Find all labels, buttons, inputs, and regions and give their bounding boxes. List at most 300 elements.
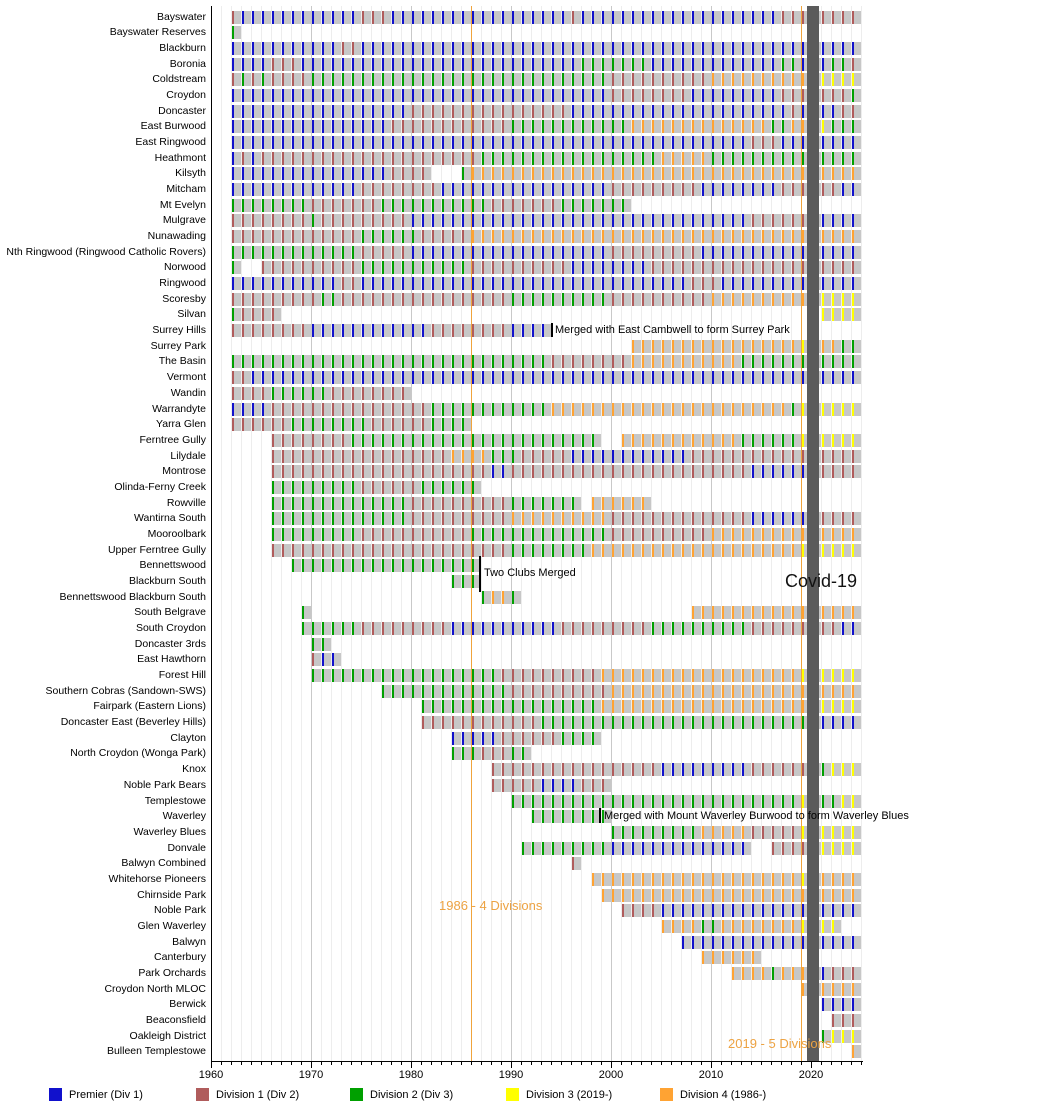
year-cell <box>412 105 421 118</box>
year-cell <box>832 889 841 902</box>
year-cell <box>322 199 331 212</box>
year-cell <box>672 669 681 682</box>
year-cell <box>482 73 491 86</box>
year-cell <box>582 465 591 478</box>
year-cell <box>602 685 611 698</box>
year-cell <box>792 700 801 713</box>
year-cell <box>472 261 481 274</box>
year-cell <box>292 89 301 102</box>
year-cell <box>342 622 351 635</box>
year-cell <box>472 497 481 510</box>
year-cell <box>852 998 861 1011</box>
year-cell <box>632 293 641 306</box>
year-cell <box>602 293 611 306</box>
year-cell <box>442 669 451 682</box>
year-cell <box>612 889 621 902</box>
club-label: Olinda-Ferny Creek <box>114 480 206 493</box>
year-cell <box>672 622 681 635</box>
year-cell <box>542 152 551 165</box>
year-cell <box>532 261 541 274</box>
year-cell <box>492 152 501 165</box>
year-cell <box>412 183 421 196</box>
year-cell <box>232 89 241 102</box>
year-cell <box>262 308 271 321</box>
club-label: Blackburn <box>159 41 206 54</box>
year-cell <box>622 120 631 133</box>
year-cell <box>542 167 551 180</box>
year-cell <box>512 685 521 698</box>
year-cell <box>602 355 611 368</box>
year-cell <box>562 246 571 259</box>
year-cell <box>852 606 861 619</box>
club-label: Lilydale <box>170 449 206 462</box>
year-cell <box>742 277 751 290</box>
year-cell <box>322 355 331 368</box>
year-cell <box>552 732 561 745</box>
year-cell <box>752 936 761 949</box>
year-cell <box>502 183 511 196</box>
year-cell <box>242 120 251 133</box>
year-cell <box>752 261 761 274</box>
year-cell <box>752 669 761 682</box>
year-cell <box>272 199 281 212</box>
year-cell <box>242 324 251 337</box>
year-cell <box>722 89 731 102</box>
year-cell <box>572 622 581 635</box>
year-cell <box>642 136 651 149</box>
legend-label: Premier (Div 1) <box>69 1089 143 1101</box>
year-cell <box>422 136 431 149</box>
year-cell <box>272 167 281 180</box>
year-cell <box>762 544 771 557</box>
year-cell <box>502 89 511 102</box>
year-cell <box>232 73 241 86</box>
year-cell <box>852 403 861 416</box>
year-cell <box>602 89 611 102</box>
year-cell <box>542 842 551 855</box>
year-cell <box>782 936 791 949</box>
year-cell <box>292 387 301 400</box>
year-cell <box>602 167 611 180</box>
year-cell <box>292 246 301 259</box>
year-cell <box>512 167 521 180</box>
year-cell <box>412 152 421 165</box>
year-cell <box>772 167 781 180</box>
year-cell <box>512 246 521 259</box>
year-cell <box>682 105 691 118</box>
year-cell <box>572 152 581 165</box>
year-cell <box>312 559 321 572</box>
year-cell <box>692 669 701 682</box>
year-cell <box>472 230 481 243</box>
year-cell <box>702 512 711 525</box>
year-cell <box>462 42 471 55</box>
year-cell <box>722 465 731 478</box>
year-cell <box>352 387 361 400</box>
year-cell <box>682 873 691 886</box>
year-cell <box>452 11 461 24</box>
year-cell <box>422 230 431 243</box>
year-cell <box>662 277 671 290</box>
year-cell <box>782 450 791 463</box>
year-cell <box>712 152 721 165</box>
year-cell <box>712 293 721 306</box>
year-cell <box>642 826 651 839</box>
year-cell <box>572 700 581 713</box>
year-cell <box>262 246 271 259</box>
year-cell <box>392 89 401 102</box>
year-cell <box>332 246 341 259</box>
year-cell <box>692 904 701 917</box>
year-cell <box>582 73 591 86</box>
year-cell <box>662 58 671 71</box>
year-cell <box>432 700 441 713</box>
year-cell <box>772 89 781 102</box>
year-cell <box>452 434 461 447</box>
year-cell <box>612 528 621 541</box>
year-cell <box>442 42 451 55</box>
year-cell <box>782 42 791 55</box>
year-cell <box>652 183 661 196</box>
year-cell <box>272 512 281 525</box>
year-cell <box>252 152 261 165</box>
year-cell <box>312 465 321 478</box>
year-cell <box>312 183 321 196</box>
year-cell <box>432 324 441 337</box>
year-cell <box>612 826 621 839</box>
x-axis-tick-2000 <box>611 1062 612 1068</box>
year-cell <box>392 293 401 306</box>
year-cell <box>402 403 411 416</box>
year-cell <box>632 58 641 71</box>
year-cell <box>482 293 491 306</box>
year-cell <box>402 105 411 118</box>
year-cell <box>672 904 681 917</box>
x-axis-tick-2004 <box>651 1062 652 1065</box>
year-cell <box>552 230 561 243</box>
year-cell <box>362 183 371 196</box>
year-cell <box>512 795 521 808</box>
year-cell <box>532 355 541 368</box>
year-cell <box>512 700 521 713</box>
year-cell <box>602 261 611 274</box>
year-cell <box>312 653 321 666</box>
year-cell <box>262 58 271 71</box>
year-cell <box>312 277 321 290</box>
year-cell <box>672 89 681 102</box>
year-cell <box>762 105 771 118</box>
year-cell <box>552 277 561 290</box>
year-cell <box>482 136 491 149</box>
year-cell <box>232 214 241 227</box>
year-cell <box>852 904 861 917</box>
year-cell <box>522 230 531 243</box>
legend-label: Division 1 (Div 2) <box>216 1089 300 1101</box>
year-cell <box>452 544 461 557</box>
year-cell <box>452 73 461 86</box>
year-cell <box>232 11 241 24</box>
year-cell <box>592 73 601 86</box>
year-cell <box>562 355 571 368</box>
year-cell <box>662 544 671 557</box>
year-cell <box>732 967 741 980</box>
year-cell <box>752 214 761 227</box>
year-cell <box>672 512 681 525</box>
year-cell <box>752 42 761 55</box>
year-cell <box>642 261 651 274</box>
year-cell <box>682 936 691 949</box>
year-cell <box>302 261 311 274</box>
year-cell <box>462 465 471 478</box>
year-cell <box>532 214 541 227</box>
club-label: Park Orchards <box>138 966 206 979</box>
year-cell <box>692 434 701 447</box>
year-cell <box>732 246 741 259</box>
year-cell <box>832 73 841 86</box>
year-cell <box>242 308 251 321</box>
year-cell <box>722 58 731 71</box>
surrey-merge-annotation: Merged with East Cambwell to form Surrey Park <box>555 324 790 336</box>
year-cell <box>362 105 371 118</box>
year-cell <box>772 340 781 353</box>
year-cell <box>342 293 351 306</box>
year-cell <box>552 669 561 682</box>
year-cell <box>472 246 481 259</box>
year-cell <box>482 591 491 604</box>
year-cell <box>282 371 291 384</box>
year-cell <box>742 120 751 133</box>
year-cell <box>312 58 321 71</box>
year-cell <box>322 497 331 510</box>
year-cell <box>252 183 261 196</box>
year-cell <box>702 11 711 24</box>
year-cell <box>442 11 451 24</box>
year-cell <box>352 497 361 510</box>
year-cell <box>382 230 391 243</box>
year-cell <box>522 732 531 745</box>
year-cell <box>352 183 361 196</box>
year-cell <box>392 685 401 698</box>
year-cell <box>302 11 311 24</box>
year-cell <box>452 214 461 227</box>
year-cell <box>622 434 631 447</box>
year-cell <box>852 136 861 149</box>
year-cell <box>522 465 531 478</box>
year-cell <box>242 246 251 259</box>
year-cell <box>742 230 751 243</box>
year-cell <box>712 450 721 463</box>
year-cell <box>722 42 731 55</box>
year-cell <box>582 685 591 698</box>
club-label: Silvan <box>177 308 206 321</box>
year-cell <box>552 685 561 698</box>
year-cell <box>372 246 381 259</box>
year-cell <box>542 58 551 71</box>
year-cell <box>382 465 391 478</box>
year-cell <box>632 11 641 24</box>
year-cell <box>842 293 851 306</box>
year-cell <box>502 42 511 55</box>
year-cell <box>702 277 711 290</box>
year-cell <box>782 873 791 886</box>
year-cell <box>722 403 731 416</box>
year-cell <box>292 450 301 463</box>
year-cell <box>422 544 431 557</box>
year-cell <box>842 795 851 808</box>
year-cell <box>432 42 441 55</box>
year-cell <box>762 42 771 55</box>
year-cell <box>622 763 631 776</box>
year-cell <box>682 183 691 196</box>
year-cell <box>412 324 421 337</box>
year-cell <box>852 795 861 808</box>
year-cell <box>632 89 641 102</box>
year-cell <box>382 481 391 494</box>
year-cell <box>672 230 681 243</box>
year-cell <box>582 246 591 259</box>
year-cell <box>652 512 661 525</box>
year-cell <box>472 277 481 290</box>
year-cell <box>412 559 421 572</box>
year-cell <box>852 355 861 368</box>
year-cell <box>772 826 781 839</box>
year-cell <box>392 434 401 447</box>
year-cell <box>732 795 741 808</box>
year-cell <box>572 199 581 212</box>
year-cell <box>712 183 721 196</box>
club-label: Kilsyth <box>175 167 206 180</box>
year-cell <box>282 277 291 290</box>
year-cell <box>542 136 551 149</box>
year-cell <box>272 481 281 494</box>
year-cell <box>842 11 851 24</box>
year-cell <box>582 512 591 525</box>
year-cell <box>312 622 321 635</box>
year-cell <box>832 983 841 996</box>
year-cell <box>742 403 751 416</box>
year-cell <box>492 732 501 745</box>
year-cell <box>692 842 701 855</box>
year-cell <box>332 512 341 525</box>
year-cell <box>472 700 481 713</box>
year-cell <box>732 889 741 902</box>
year-cell <box>482 528 491 541</box>
year-cell <box>842 465 851 478</box>
year-cell <box>842 544 851 557</box>
year-cell <box>342 669 351 682</box>
year-cell <box>532 528 541 541</box>
year-cell <box>762 73 771 86</box>
year-cell <box>682 73 691 86</box>
year-cell <box>702 936 711 949</box>
year-cell <box>442 120 451 133</box>
year-cell <box>612 512 621 525</box>
year-cell <box>642 795 651 808</box>
year-cell <box>592 105 601 118</box>
year-cell <box>732 622 741 635</box>
year-cell <box>652 403 661 416</box>
year-cell <box>842 308 851 321</box>
year-cell <box>622 842 631 855</box>
year-cell <box>572 277 581 290</box>
year-cell <box>712 700 721 713</box>
year-cell <box>462 58 471 71</box>
year-cell <box>782 544 791 557</box>
year-cell <box>592 42 601 55</box>
year-cell <box>792 371 801 384</box>
year-cell <box>502 512 511 525</box>
year-cell <box>352 324 361 337</box>
year-cell <box>692 340 701 353</box>
2019-divisions-note: 2019 - 5 Divisions <box>728 1036 832 1051</box>
year-cell <box>522 450 531 463</box>
year-cell <box>282 199 291 212</box>
year-cell <box>412 214 421 227</box>
year-cell <box>722 606 731 619</box>
year-cell <box>822 763 831 776</box>
year-cell <box>722 763 731 776</box>
year-cell <box>732 873 741 886</box>
year-cell <box>632 716 641 729</box>
year-cell <box>582 199 591 212</box>
year-cell <box>472 450 481 463</box>
year-cell <box>632 214 641 227</box>
year-cell <box>782 763 791 776</box>
year-cell <box>722 920 731 933</box>
year-cell <box>422 465 431 478</box>
year-cell <box>552 183 561 196</box>
year-cell <box>532 465 541 478</box>
year-cell <box>562 277 571 290</box>
year-cell <box>752 528 761 541</box>
year-cell <box>462 685 471 698</box>
year-cell <box>762 889 771 902</box>
year-cell <box>792 167 801 180</box>
year-cell <box>732 842 741 855</box>
year-cell <box>402 183 411 196</box>
year-cell <box>412 497 421 510</box>
year-cell <box>642 669 651 682</box>
year-cell <box>482 152 491 165</box>
year-cell <box>332 434 341 447</box>
year-cell <box>552 293 561 306</box>
year-cell <box>792 795 801 808</box>
year-cell <box>512 199 521 212</box>
year-cell <box>722 261 731 274</box>
year-cell <box>442 512 451 525</box>
year-cell <box>672 371 681 384</box>
year-cell <box>662 214 671 227</box>
year-cell <box>652 622 661 635</box>
year-cell <box>732 277 741 290</box>
year-cell <box>482 403 491 416</box>
year-cell <box>312 497 321 510</box>
year-cell <box>612 136 621 149</box>
year-cell <box>322 638 331 651</box>
year-cell <box>462 481 471 494</box>
year-cell <box>502 371 511 384</box>
x-axis-tick-1988 <box>491 1062 492 1065</box>
year-cell <box>382 58 391 71</box>
year-cell <box>282 481 291 494</box>
year-cell <box>362 120 371 133</box>
year-cell <box>612 371 621 384</box>
year-cell <box>462 355 471 368</box>
year-cell <box>372 403 381 416</box>
year-cell <box>382 73 391 86</box>
year-cell <box>772 795 781 808</box>
year-cell <box>352 669 361 682</box>
